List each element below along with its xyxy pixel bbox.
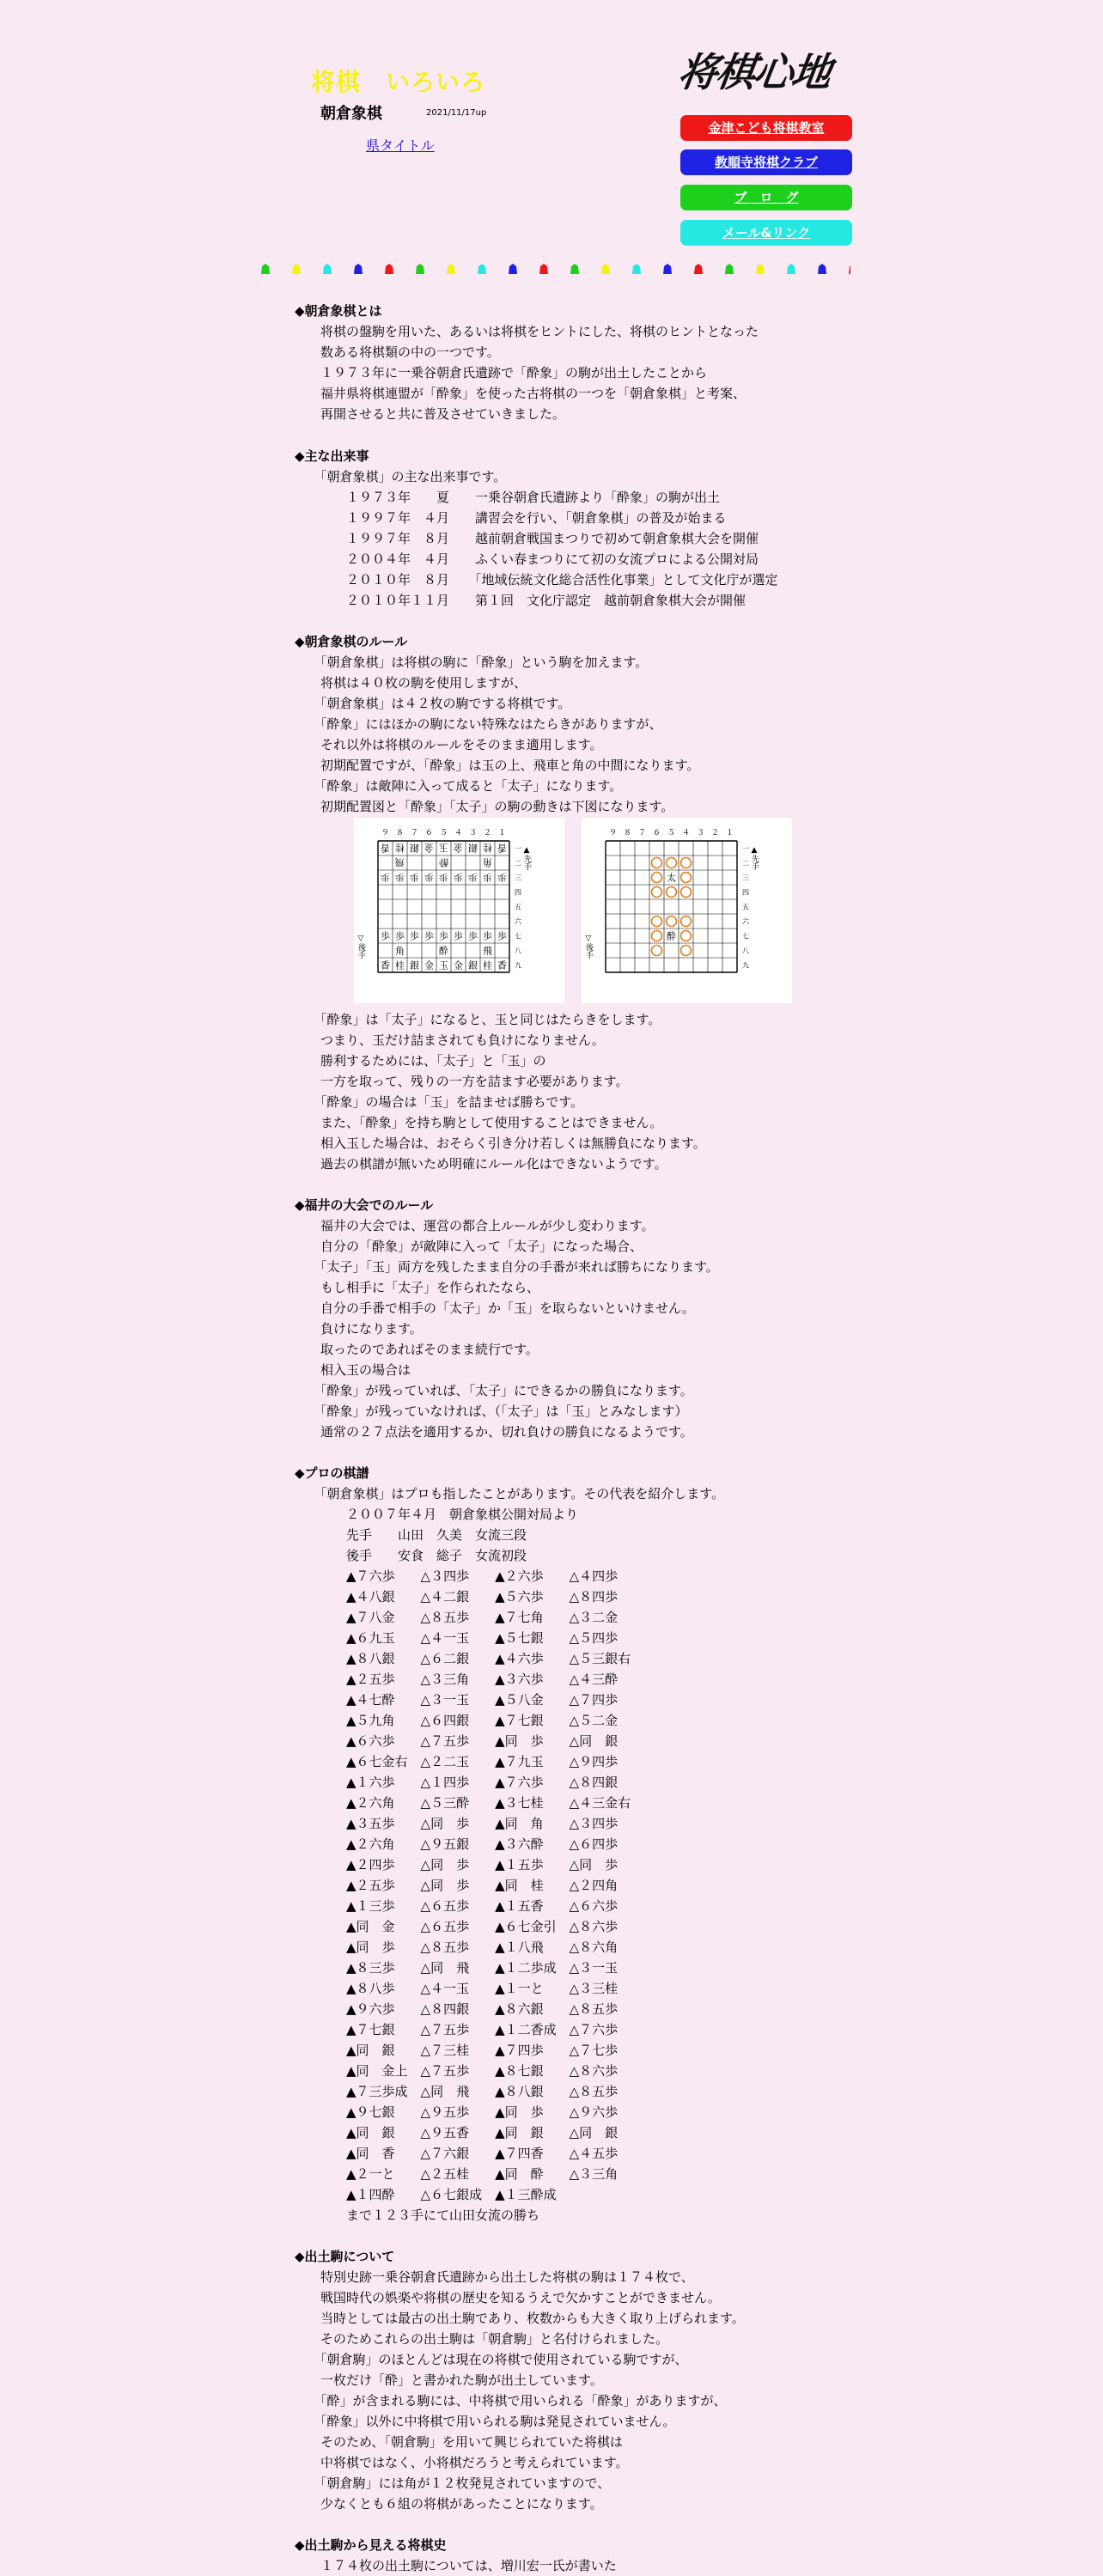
board-piece: 歩: [410, 930, 419, 942]
file-label: ９: [381, 829, 390, 837]
board-piece: 金: [454, 842, 463, 854]
rank-label: 一: [742, 844, 749, 853]
board-piece: 玉: [439, 842, 448, 854]
section-body-history: １７４枚の出土駒については、増川宏一氏が書いた: [295, 2558, 617, 2573]
board-piece: 金: [424, 842, 434, 854]
move-marker: [667, 858, 677, 868]
site-title: 将棋 いろいろ: [311, 68, 486, 96]
red-koma-icon: [849, 264, 850, 274]
nav-kids-classroom-button[interactable]: 金津こども将棋教室: [680, 115, 852, 141]
move-marker: [667, 917, 677, 927]
file-label: ８: [395, 829, 405, 837]
ken-title-link[interactable]: 県タイトル: [366, 137, 435, 154]
blue-koma-icon: [818, 264, 826, 274]
board-piece: 太: [667, 872, 676, 884]
section-heading-excavated: ◆出土駒について: [295, 2249, 395, 2264]
board-piece: 桂: [395, 959, 405, 971]
section-body-about: 将棋の盤駒を用いた、あるいは将棋をヒントにした、将棋のヒントとなった 数ある将棋類の中の一つです。 １９７３年に一乗谷朝倉氏遺跡で「酔象」の駒が出土したことから 福井県将棋連盟が「酔象」を使った古将棋の一つを「朝倉象棋」と考案、 再開させると共に普及させていきました。: [320, 324, 759, 422]
piece-movement-diagram: [582, 818, 792, 1003]
section-body-events: 「朝倉象棋」の主な出来事です。 １９７３年 夏 一乗谷朝倉氏遺跡より「酔象」の駒が出土 １９９７年 ４月 講習会を行い、「朝倉象棋」の普及が始まる １９９７年 ８月 越前朝倉戦国まつりで初めて朝倉象棋大会を開催 ２００４年 ４月 ふくい春まつりにて初の女流プロによる公開対局 ２０１０年 ８月 「地域伝統文化総合活性化事業」として文化庁が選定 ２０１０年１１月 第１回 文化庁認定 越前朝倉象棋大会が開催: [320, 469, 778, 608]
rank-label: 二: [742, 859, 749, 868]
board-piece: 銀: [410, 842, 419, 854]
rank-label: 三: [742, 874, 749, 882]
board-piece: 歩: [381, 930, 390, 942]
board-piece: 歩: [439, 930, 448, 942]
move-marker: [681, 858, 692, 868]
board-piece: 香: [381, 842, 390, 854]
board-piece: 銀: [468, 959, 478, 971]
update-date: 2021/11/17up: [426, 108, 487, 118]
blue-koma-icon: [354, 264, 363, 274]
board-piece: 歩: [454, 930, 463, 942]
board-piece: 飛: [395, 856, 405, 868]
file-label: ７: [410, 829, 419, 837]
nav-blog-button[interactable]: ブ ロ グ: [680, 185, 852, 210]
board-piece: 銀: [468, 842, 478, 854]
board-piece: 歩: [424, 871, 434, 883]
move-marker: [681, 946, 692, 956]
file-label: ２: [483, 829, 492, 837]
red-koma-icon: [694, 264, 703, 274]
nav-shogi-club-button[interactable]: 教順寺将棋クラブ: [680, 149, 852, 175]
rank-label: 八: [742, 947, 749, 955]
rank-label: 七: [515, 932, 521, 941]
rank-label: 四: [742, 888, 749, 897]
sente-label: ▲先手: [522, 846, 531, 870]
yellow-koma-icon: [447, 264, 455, 274]
file-label: １: [497, 829, 507, 837]
board-piece: 桂: [483, 959, 492, 971]
board-piece: 歩: [497, 871, 507, 883]
file-label: ４: [681, 829, 691, 837]
board-piece: 香: [381, 959, 390, 971]
board-piece: 歩: [483, 871, 492, 883]
file-label: ５: [667, 829, 676, 837]
board-piece: 歩: [395, 871, 405, 883]
green-koma-icon: [570, 264, 579, 274]
board-piece: 歩: [381, 871, 390, 883]
section-heading-about: ◆朝倉象棋とは: [295, 303, 382, 319]
board-piece: 歩: [497, 930, 507, 942]
yellow-koma-icon: [601, 264, 610, 274]
koma-divider: [258, 263, 850, 275]
green-koma-icon: [261, 264, 270, 274]
board-piece: 銀: [410, 959, 419, 971]
rank-label: 九: [515, 961, 521, 970]
move-marker: [681, 873, 692, 883]
rank-label: 九: [742, 961, 749, 970]
section-body-rules-bottom: 「酔象」は「太子」になると、玉と同じはたらきをします。 つまり、玉だけ詰まされても負けになりません。 勝利するためには、「太子」と「玉」の 一方を取って、残りの一方を詰ます必要があります。 「酔象」の場合は「玉」を詰ませば勝ちです。 また、「酔象」を持ち駒として使用することはできません。 相入玉した場合は、おそらく引き分け若しくは無勝負になります。 過去の棋譜が無いため明確にルール化はできないようです。: [320, 1012, 706, 1172]
board-piece: 桂: [483, 842, 492, 854]
file-label: ８: [623, 829, 632, 837]
board-piece: 桂: [395, 842, 405, 854]
board-piece: 香: [497, 959, 507, 971]
cyan-koma-icon: [787, 264, 795, 274]
file-label: ９: [608, 829, 618, 837]
rank-label: 一: [515, 844, 521, 853]
section-body-rules-top: 「朝倉象棋」は将棋の駒に「酔象」という駒を加えます。 将棋は４０枚の駒を使用しますが、 「朝倉象棋」は４２枚の駒でする将棋です。 「酔象」にはほかの駒にない特殊なはたらきがありますが、 それ以外は将棋のルールをそのまま適用します。 初期配置ですが、「酔象」は玉の上、飛車と角の中間になります。 「酔象」は敵陣に入って成ると「太子」になります。 初期配置図と「酔象」「太子」の駒の動きは下図になります。: [320, 655, 700, 814]
board-piece: 酔: [667, 930, 676, 942]
rank-label: 三: [515, 874, 521, 882]
board-piece: 玉: [439, 959, 448, 971]
board-piece: 金: [454, 959, 463, 971]
file-label: １: [725, 829, 734, 837]
board-piece: 歩: [424, 930, 434, 942]
file-label: ６: [424, 829, 434, 837]
section-body-excavated: 特別史跡一乗谷朝倉氏遺跡から出土した将棋の駒は１７４枚で、 戦国時代の娯楽や将棋の歴史を知るうえで欠かすことができません。 当時としては最古の出土駒であり、枚数からも大きく取り上げられます。 そのためこれらの出土駒は「朝倉駒」と名付けられました。 「朝倉駒」のほとんどは現在の将棋で使用されている駒ですが、 一枚だけ「酔」と書かれた駒が出土しています。 「酔」が含まれる駒には、中将棋で用いられる「酔象」がありますが、 「酔象」以外に中将棋で用いられる駒は発見されていません。 そのため、「朝倉駒」を用いて興じられていた将棋は 中将棋ではなく、小将棋だろうと考えられています。 「朝倉駒」には角が１２枚発見されていますので、 少なくとも６組の将棋があったことになります。: [320, 2269, 745, 2512]
logo-text: 将棋心地: [674, 49, 833, 95]
rank-label: 五: [515, 903, 521, 911]
board-piece: 角: [483, 856, 492, 868]
move-marker: [652, 873, 662, 883]
cyan-koma-icon: [478, 264, 486, 274]
board-piece: 酔: [439, 856, 448, 868]
move-marker: [681, 931, 692, 941]
cyan-koma-icon: [323, 264, 332, 274]
board-piece: 金: [424, 959, 434, 971]
red-koma-icon: [539, 264, 548, 274]
nav-mail-link-button[interactable]: メール&リンク: [680, 220, 852, 246]
green-koma-icon: [416, 264, 424, 274]
rank-label: 六: [515, 917, 521, 926]
rank-label: 五: [742, 903, 749, 911]
rank-label: 六: [742, 917, 749, 926]
board-piece: 歩: [483, 930, 492, 942]
section-heading-events: ◆主な出来事: [295, 448, 369, 464]
gote-label: ▽後手: [356, 935, 365, 959]
section-body-pro: 「朝倉象棋」はプロも指したことがあります。その代表を紹介します。 ２００７年４月 朝倉象棋公開対局より 先手 山田 久美 女流三段 後手 安食 総子 女流初段 ▲７六歩 △３四歩 ▲２六歩 △４四歩 ▲４八銀 △４二銀 ▲５六歩 △８四歩 ▲７八金 △８五歩 ▲７七角 △３二金 ▲６九玉 △４一玉 ▲５七銀 △５四歩 ▲８八銀 △６二銀 ▲４六歩 △５三銀右 ▲２五歩 △３三角 ▲３六歩 △４三酔 ▲４七酔 △３一玉 ▲５八金 △７四歩 ▲５九角 △６四銀 ▲７七銀 △５二金 ▲６六歩 △７五歩 ▲同 歩 △同 銀 ▲６七金右 △２二玉 ▲７九玉 △９四歩 ▲１六歩 △１四歩 ▲７六歩 △８四銀 ▲２六角 △５三酔 ▲３七桂 △４三金右 ▲３五歩 △同 歩 ▲同 角 △３四歩 ▲２六角 △９五銀 ▲３六酔 △６四歩 ▲２四歩 △同 歩 ▲１五歩 △同 歩 ▲２五歩 △同 歩 ▲同 桂 △２四角 ▲１三歩 △６五歩 ▲１五香 △６六歩 ▲同 金 △６五歩 ▲６七金引 △８六歩 ▲同 歩 △８五歩 ▲１八飛 △８六角 ▲８三歩 △同 飛 ▲１二歩成 △３一玉 ▲８八歩 △４一玉 ▲１一と △３三桂 ▲９六歩 △８四銀 ▲８六銀 △８五歩 ▲７七銀 △７五歩 ▲１二香成 △７六歩 ▲同 銀 △７三桂 ▲７四歩 △７七歩 ▲同 金上 △７五歩 ▲８七銀 △８六歩 ▲７三歩成 △同 飛 ▲８八銀 △８五歩 ▲９七銀 △９五歩 ▲同 歩 △９六歩 ▲同 銀 △９五香 ▲同 銀 △同 銀 ▲同 香 △７六銀 ▲７四香 △４五歩 ▲２一と △２五桂 ▲同 酔 △３三角 ▲１四酔 △６七銀成 ▲１三酔成 まで１２３手にて山田女流の勝ち: [320, 1486, 725, 2223]
initial-position-diagram: [354, 818, 564, 1003]
file-label: ３: [696, 829, 705, 837]
file-label: ２: [710, 829, 720, 837]
gote-label: ▽後手: [584, 935, 593, 959]
board-piece: 歩: [410, 871, 419, 883]
file-label: ３: [468, 829, 478, 837]
move-marker: [652, 917, 662, 927]
sente-label: ▲先手: [750, 846, 759, 870]
board-piece: 香: [497, 842, 507, 854]
green-koma-icon: [725, 264, 734, 274]
move-marker: [652, 887, 662, 898]
move-marker: [681, 917, 692, 927]
move-marker: [681, 887, 692, 898]
section-body-fukui: 福井の大会では、運営の都合上ルールが少し変わります。 自分の「酔象」が敵陣に入って「太子」になった場合、 「太子」「玉」両方を残したまま自分の手番が来れば勝ちになります。 もし相手に「太子」を作られたなら、 自分の手番で相手の「太子」か「玉」を取らないといけません。 負けになります。 取ったのであればそのまま続行です。 相入玉の場合は 「酔象」が残っていれば、「太子」にできるかの勝負になります。 「酔象」が残っていなければ、（「太子」は「玉」とみなします） 通常の２７点法を適用するか、切れ負けの勝負になるようです。: [320, 1218, 719, 1440]
board-piece: 歩: [468, 871, 478, 883]
cyan-koma-icon: [632, 264, 641, 274]
yellow-koma-icon: [292, 264, 301, 274]
board-piece: 歩: [454, 871, 463, 883]
rank-label: 七: [742, 932, 749, 941]
rank-label: 四: [515, 888, 521, 897]
file-label: ７: [637, 829, 647, 837]
board-piece: 飛: [483, 945, 492, 957]
board-piece: 角: [395, 945, 405, 957]
yellow-koma-icon: [756, 264, 765, 274]
board-piece: 歩: [395, 930, 405, 942]
board-piece: 歩: [468, 930, 478, 942]
file-label: ６: [652, 829, 661, 837]
move-marker: [652, 946, 662, 956]
move-marker: [652, 931, 662, 941]
site-logo[interactable]: [674, 41, 859, 110]
section-heading-pro: ◆プロの棋譜: [295, 1465, 369, 1481]
rank-label: 二: [515, 859, 521, 868]
section-heading-fukui: ◆福井の大会でのルール: [295, 1197, 434, 1213]
move-marker: [667, 887, 677, 898]
board-piece: 歩: [439, 871, 448, 883]
file-label: ５: [439, 829, 448, 837]
file-label: ４: [454, 829, 463, 837]
rank-label: 八: [515, 947, 521, 955]
move-marker: [652, 858, 662, 868]
section-heading-history: ◆出土駒から見える将棋史: [295, 2537, 447, 2553]
section-heading-rules: ◆朝倉象棋のルール: [295, 634, 408, 649]
red-koma-icon: [385, 264, 393, 274]
page-title: 朝倉象棋: [320, 105, 382, 123]
blue-koma-icon: [509, 264, 517, 274]
board-piece: 酔: [439, 945, 448, 957]
blue-koma-icon: [663, 264, 672, 274]
